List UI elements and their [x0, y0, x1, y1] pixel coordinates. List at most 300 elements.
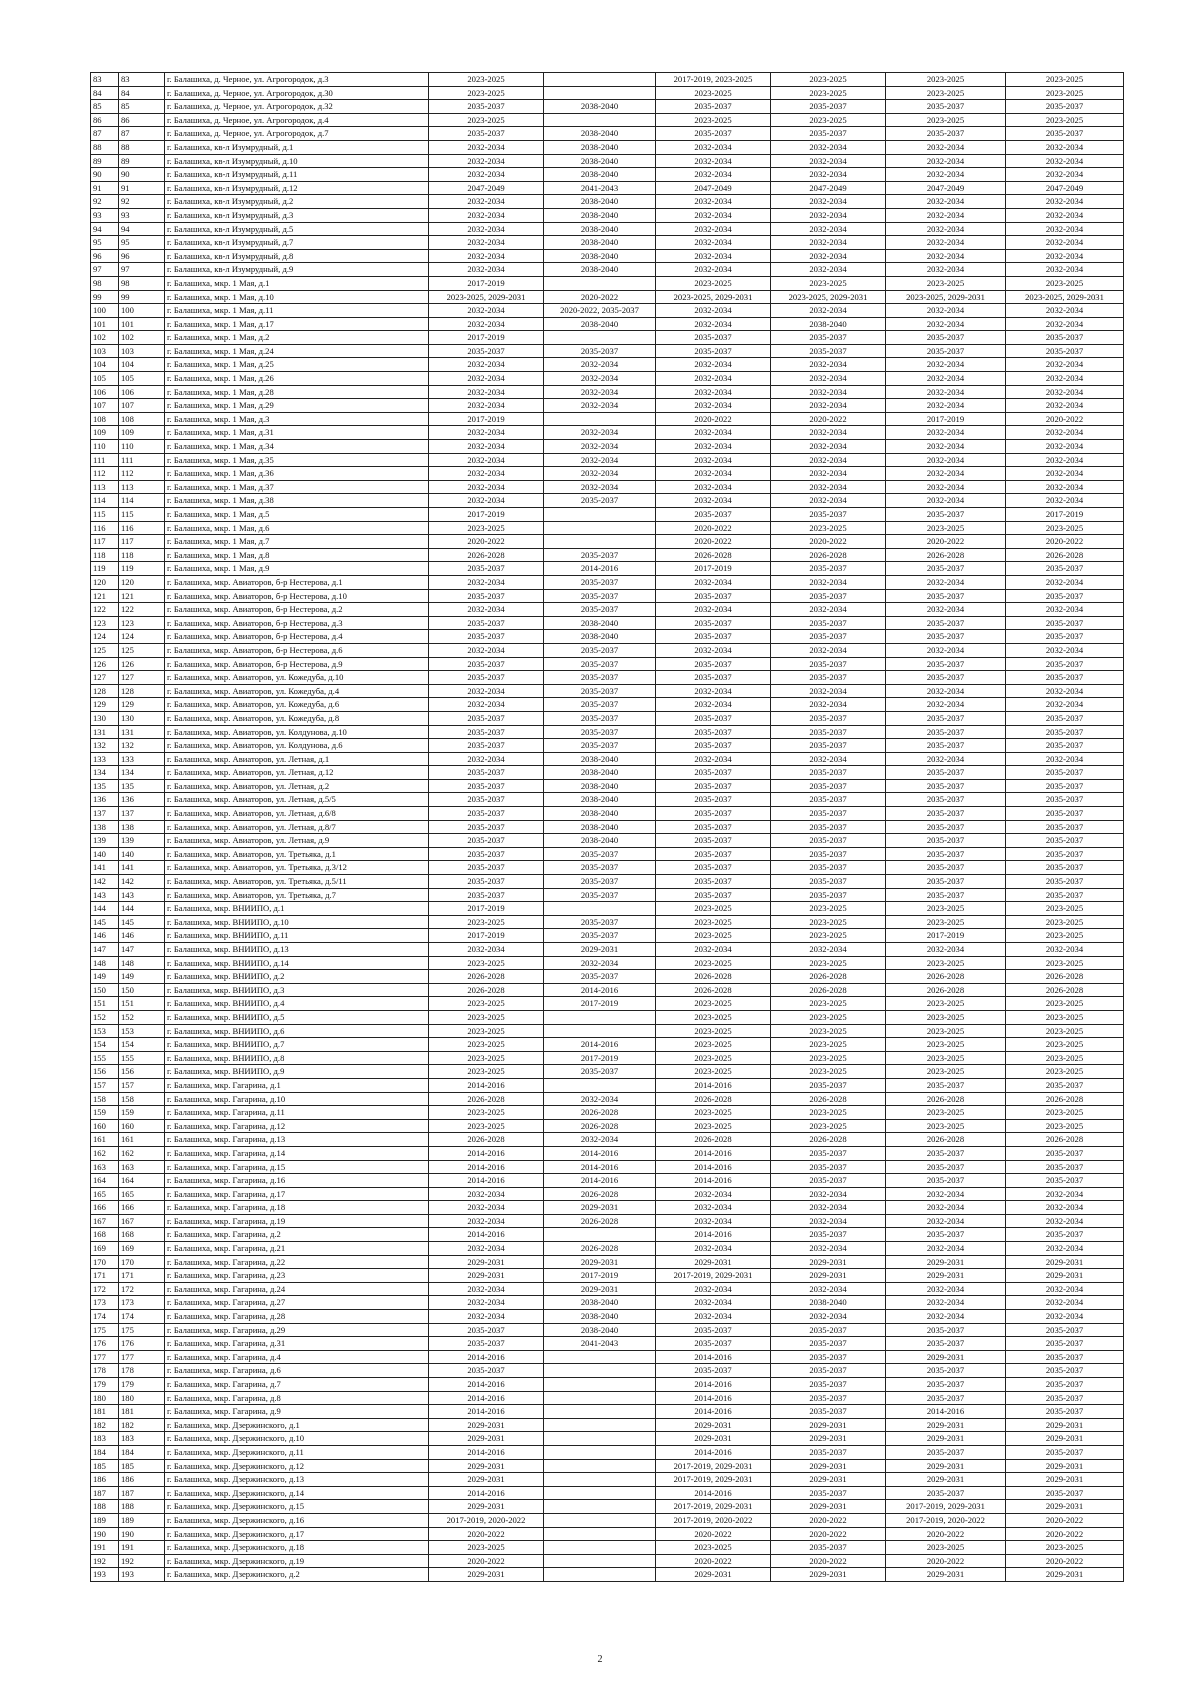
period-cell: 2047-2049: [771, 181, 886, 195]
table-row: [91, 1323, 1124, 1337]
table-row: [91, 317, 1124, 331]
period-cell: 2032-2034: [886, 1214, 1006, 1228]
period-cell: 2017-2019, 2029-2031: [656, 1459, 771, 1473]
index-cell: 175: [119, 1323, 165, 1337]
period-cell: 2029-2031: [656, 1418, 771, 1432]
period-cell: 2035-2037: [544, 970, 656, 984]
index-cell: 109: [91, 426, 119, 440]
period-cell: 2032-2034: [429, 168, 544, 182]
period-cell: 2035-2037: [1006, 1337, 1124, 1351]
period-cell: 2032-2034: [429, 385, 544, 399]
period-cell: 2035-2037: [544, 915, 656, 929]
index-cell: 115: [91, 508, 119, 522]
period-cell: 2020-2022: [771, 1554, 886, 1568]
address-cell: г. Балашиха, мкр. Авиаторов, ул. Летная, д.1: [165, 752, 429, 766]
index-cell: 167: [119, 1214, 165, 1228]
address-cell: г. Балашиха, мкр. Авиаторов, ул. Колдунова, д.10: [165, 725, 429, 739]
table-row: [91, 480, 1124, 494]
period-cell: 2026-2028: [429, 983, 544, 997]
period-cell: 2035-2037: [886, 1078, 1006, 1092]
period-cell: 2035-2037: [771, 1350, 886, 1364]
period-cell: 2035-2037: [1006, 793, 1124, 807]
period-cell: 2023-2025: [771, 1119, 886, 1133]
table-row: [91, 875, 1124, 889]
period-cell: 2035-2037: [1006, 861, 1124, 875]
index-cell: 88: [91, 140, 119, 154]
period-cell: 2023-2025: [886, 1051, 1006, 1065]
address-cell: г. Балашиха, мкр. Авиаторов, ул. Летная, д.2: [165, 779, 429, 793]
period-cell: 2017-2019: [429, 331, 544, 345]
table-row: [91, 1119, 1124, 1133]
period-cell: 2023-2025: [429, 1119, 544, 1133]
period-cell: [544, 1078, 656, 1092]
address-cell: г. Балашиха, мкр. 1 Мая, д.9: [165, 562, 429, 576]
index-cell: 184: [119, 1445, 165, 1459]
address-cell: г. Балашиха, мкр. ВНИИПО, д.1: [165, 902, 429, 916]
period-cell: 2032-2034: [544, 480, 656, 494]
index-cell: 146: [119, 929, 165, 943]
index-cell: 84: [91, 86, 119, 100]
period-cell: 2035-2037: [771, 779, 886, 793]
period-cell: 2038-2040: [771, 317, 886, 331]
period-cell: 2035-2037: [1006, 657, 1124, 671]
period-cell: 2035-2037: [771, 1078, 886, 1092]
index-cell: 102: [119, 331, 165, 345]
address-cell: г. Балашиха, мкр. Авиаторов, ул. Летная, д.6/8: [165, 807, 429, 821]
address-cell: г. Балашиха, кв-л Изумрудный, д.2: [165, 195, 429, 209]
period-cell: 2023-2025: [886, 1106, 1006, 1120]
period-cell: 2023-2025: [771, 86, 886, 100]
period-cell: 2035-2037: [429, 875, 544, 889]
period-cell: 2017-2019: [429, 412, 544, 426]
period-cell: 2032-2034: [886, 480, 1006, 494]
period-cell: 2047-2049: [886, 181, 1006, 195]
period-cell: 2035-2037: [771, 739, 886, 753]
index-cell: 167: [91, 1214, 119, 1228]
index-cell: 107: [119, 399, 165, 413]
period-cell: 2032-2034: [429, 1310, 544, 1324]
index-cell: 85: [119, 100, 165, 114]
period-cell: 2026-2028: [544, 1119, 656, 1133]
period-cell: 2035-2037: [429, 127, 544, 141]
index-cell: 115: [119, 508, 165, 522]
period-cell: 2032-2034: [771, 385, 886, 399]
period-cell: 2035-2037: [886, 1323, 1006, 1337]
table-row: [91, 861, 1124, 875]
period-cell: 2023-2025: [656, 1065, 771, 1079]
address-cell: г. Балашиха, мкр. Дзержинского, д.2: [165, 1568, 429, 1582]
address-cell: г. Балашиха, мкр. Авиаторов, ул. Летная, д.8/7: [165, 820, 429, 834]
table-row: [91, 399, 1124, 413]
index-cell: 138: [119, 820, 165, 834]
period-cell: 2035-2037: [544, 575, 656, 589]
period-cell: 2029-2031: [429, 1459, 544, 1473]
period-cell: 2032-2034: [1006, 467, 1124, 481]
period-cell: 2023-2025: [429, 1541, 544, 1555]
address-cell: г. Балашиха, мкр. Дзержинского, д.10: [165, 1432, 429, 1446]
period-cell: 2035-2037: [656, 508, 771, 522]
period-cell: 2032-2034: [886, 684, 1006, 698]
index-cell: 97: [119, 263, 165, 277]
period-cell: 2032-2034: [771, 304, 886, 318]
period-cell: 2035-2037: [429, 562, 544, 576]
period-cell: 2023-2025: [429, 956, 544, 970]
table-row: [91, 249, 1124, 263]
period-cell: 2032-2034: [771, 1310, 886, 1324]
period-cell: 2023-2025: [1006, 915, 1124, 929]
table-row: [91, 208, 1124, 222]
index-cell: 144: [91, 902, 119, 916]
period-cell: 2035-2037: [1006, 1174, 1124, 1188]
period-cell: 2020-2022: [886, 1527, 1006, 1541]
address-cell: г. Балашиха, мкр. ВНИИПО, д.6: [165, 1024, 429, 1038]
index-cell: 86: [119, 113, 165, 127]
table-row: [91, 440, 1124, 454]
index-cell: 95: [91, 236, 119, 250]
index-cell: 181: [119, 1405, 165, 1419]
period-cell: 2023-2025: [1006, 1024, 1124, 1038]
address-cell: г. Балашиха, мкр. Авиаторов, ул. Кожедуба, д.4: [165, 684, 429, 698]
period-cell: 2035-2037: [656, 739, 771, 753]
address-cell: г. Балашиха, мкр. ВНИИПО, д.11: [165, 929, 429, 943]
address-cell: г. Балашиха, мкр. Авиаторов, ул. Колдунова, д.6: [165, 739, 429, 753]
period-cell: 2029-2031: [771, 1500, 886, 1514]
period-cell: 2032-2034: [429, 575, 544, 589]
index-cell: 143: [119, 888, 165, 902]
table-row: [91, 290, 1124, 304]
period-cell: 2032-2034: [886, 399, 1006, 413]
period-cell: 2032-2034: [886, 304, 1006, 318]
period-cell: 2047-2049: [1006, 181, 1124, 195]
table-row: [91, 1296, 1124, 1310]
period-cell: 2035-2037: [429, 1364, 544, 1378]
address-cell: г. Балашиха, мкр. Гагарина, д.18: [165, 1201, 429, 1215]
period-cell: 2023-2025: [656, 1119, 771, 1133]
period-cell: 2035-2037: [1006, 725, 1124, 739]
period-cell: 2032-2034: [886, 752, 1006, 766]
period-cell: 2035-2037: [544, 548, 656, 562]
index-cell: 102: [91, 331, 119, 345]
period-cell: 2035-2037: [1006, 1078, 1124, 1092]
address-cell: г. Балашиха, мкр. Гагарина, д.28: [165, 1310, 429, 1324]
address-cell: г. Балашиха, мкр. ВНИИПО, д.14: [165, 956, 429, 970]
index-cell: 121: [91, 589, 119, 603]
period-cell: 2014-2016: [429, 1378, 544, 1392]
table-row: [91, 1554, 1124, 1568]
period-cell: 2026-2028: [544, 1214, 656, 1228]
period-cell: 2032-2034: [771, 1214, 886, 1228]
period-cell: 2023-2025: [886, 1541, 1006, 1555]
index-cell: 131: [119, 725, 165, 739]
period-cell: 2032-2034: [771, 752, 886, 766]
period-cell: 2020-2022: [1006, 1527, 1124, 1541]
period-cell: 2017-2019: [429, 902, 544, 916]
period-cell: 2023-2025: [1006, 1119, 1124, 1133]
index-cell: 157: [119, 1078, 165, 1092]
index-cell: 150: [119, 983, 165, 997]
period-cell: 2032-2034: [429, 222, 544, 236]
index-cell: 96: [119, 249, 165, 263]
period-cell: 2035-2037: [656, 100, 771, 114]
address-cell: г. Балашиха, кв-л Изумрудный, д.3: [165, 208, 429, 222]
address-cell: г. Балашиха, мкр. 1 Мая, д.24: [165, 344, 429, 358]
index-cell: 168: [91, 1228, 119, 1242]
period-cell: 2023-2025: [886, 521, 1006, 535]
index-cell: 183: [91, 1432, 119, 1446]
period-cell: 2023-2025: [886, 1038, 1006, 1052]
period-cell: 2032-2034: [429, 249, 544, 263]
period-cell: 2029-2031: [771, 1418, 886, 1432]
address-cell: г. Балашиха, д. Черное, ул. Агрогородок, д.32: [165, 100, 429, 114]
period-cell: 2035-2037: [886, 630, 1006, 644]
period-cell: 2032-2034: [886, 1296, 1006, 1310]
period-cell: 2032-2034: [429, 1214, 544, 1228]
table-row: [91, 970, 1124, 984]
period-cell: 2035-2037: [1006, 1378, 1124, 1392]
address-cell: г. Балашиха, д. Черное, ул. Агрогородок, д.7: [165, 127, 429, 141]
period-cell: 2032-2034: [886, 494, 1006, 508]
table-row: [91, 168, 1124, 182]
period-cell: 2032-2034: [771, 222, 886, 236]
period-cell: [544, 902, 656, 916]
period-cell: 2029-2031: [656, 1568, 771, 1582]
period-cell: 2032-2034: [656, 140, 771, 154]
index-cell: 179: [91, 1378, 119, 1392]
period-cell: 2032-2034: [1006, 603, 1124, 617]
period-cell: 2032-2034: [656, 440, 771, 454]
index-cell: 189: [91, 1513, 119, 1527]
address-cell: г. Балашиха, мкр. 1 Мая, д.10: [165, 290, 429, 304]
period-cell: 2032-2034: [429, 1296, 544, 1310]
period-cell: 2035-2037: [886, 1391, 1006, 1405]
period-cell: 2032-2034: [429, 1282, 544, 1296]
address-cell: г. Балашиха, мкр. 1 Мая, д.38: [165, 494, 429, 508]
period-cell: 2023-2025: [886, 1119, 1006, 1133]
table-row: [91, 1432, 1124, 1446]
index-cell: 156: [119, 1065, 165, 1079]
index-cell: 142: [91, 875, 119, 889]
index-cell: 145: [91, 915, 119, 929]
period-cell: 2032-2034: [656, 480, 771, 494]
index-cell: 154: [91, 1038, 119, 1052]
period-cell: 2035-2037: [886, 1160, 1006, 1174]
period-cell: 2029-2031: [1006, 1473, 1124, 1487]
table-row: [91, 331, 1124, 345]
period-cell: 2014-2016: [656, 1486, 771, 1500]
index-cell: 132: [91, 739, 119, 753]
table-row: [91, 888, 1124, 902]
address-cell: г. Балашиха, кв-л Изумрудный, д.5: [165, 222, 429, 236]
index-cell: 158: [119, 1092, 165, 1106]
period-cell: 2014-2016: [429, 1174, 544, 1188]
index-cell: 132: [119, 739, 165, 753]
period-cell: 2023-2025: [886, 86, 1006, 100]
period-cell: 2035-2037: [544, 739, 656, 753]
period-cell: 2035-2037: [429, 739, 544, 753]
period-cell: 2023-2025: [771, 73, 886, 87]
period-cell: 2032-2034: [429, 684, 544, 698]
table-row: [91, 1405, 1124, 1419]
period-cell: 2032-2034: [429, 1201, 544, 1215]
period-cell: 2035-2037: [1006, 711, 1124, 725]
period-cell: 2020-2022: [656, 1554, 771, 1568]
period-cell: 2020-2022: [771, 1527, 886, 1541]
period-cell: 2032-2034: [886, 453, 1006, 467]
period-cell: 2023-2025: [656, 1051, 771, 1065]
table-row: [91, 1106, 1124, 1120]
period-cell: 2035-2037: [771, 1541, 886, 1555]
period-cell: 2032-2034: [656, 168, 771, 182]
index-cell: 100: [91, 304, 119, 318]
address-cell: г. Балашиха, мкр. Гагарина, д.4: [165, 1350, 429, 1364]
table-row: [91, 154, 1124, 168]
index-cell: 180: [119, 1391, 165, 1405]
period-cell: 2014-2016: [544, 1038, 656, 1052]
address-cell: г. Балашиха, д. Черное, ул. Агрогородок, д.4: [165, 113, 429, 127]
period-cell: 2020-2022: [771, 412, 886, 426]
period-cell: 2035-2037: [771, 711, 886, 725]
period-cell: 2035-2037: [771, 1364, 886, 1378]
table-row: [91, 725, 1124, 739]
period-cell: 2032-2034: [886, 236, 1006, 250]
index-cell: 174: [91, 1310, 119, 1324]
period-cell: 2032-2034: [429, 480, 544, 494]
period-cell: 2023-2025: [771, 997, 886, 1011]
index-cell: 129: [119, 698, 165, 712]
period-cell: 2032-2034: [429, 140, 544, 154]
period-cell: 2035-2037: [771, 1486, 886, 1500]
address-cell: г. Балашиха, мкр. Авиаторов, ул. Кожедуба, д.6: [165, 698, 429, 712]
period-cell: 2014-2016: [429, 1228, 544, 1242]
index-cell: 170: [91, 1255, 119, 1269]
period-cell: 2032-2034: [771, 684, 886, 698]
address-cell: г. Балашиха, мкр. Гагарина, д.19: [165, 1214, 429, 1228]
period-cell: [544, 1364, 656, 1378]
table-row: [91, 222, 1124, 236]
address-cell: г. Балашиха, д. Черное, ул. Агрогородок, д.3: [165, 73, 429, 87]
period-cell: 2035-2037: [1006, 127, 1124, 141]
index-cell: 137: [119, 807, 165, 821]
period-cell: 2017-2019, 2020-2022: [886, 1513, 1006, 1527]
address-cell: г. Балашиха, мкр. Авиаторов, б-р Нестерова, д.4: [165, 630, 429, 644]
period-cell: 2032-2034: [656, 575, 771, 589]
index-cell: 110: [91, 440, 119, 454]
period-cell: 2032-2034: [656, 399, 771, 413]
period-cell: 2032-2034: [886, 249, 1006, 263]
period-cell: 2017-2019: [656, 562, 771, 576]
period-cell: 2035-2037: [429, 820, 544, 834]
period-cell: 2038-2040: [544, 820, 656, 834]
period-cell: 2032-2034: [544, 1133, 656, 1147]
period-cell: 2014-2016: [656, 1378, 771, 1392]
period-cell: 2035-2037: [429, 1337, 544, 1351]
period-cell: 2026-2028: [886, 970, 1006, 984]
period-cell: [544, 508, 656, 522]
period-cell: 2029-2031: [886, 1432, 1006, 1446]
period-cell: 2032-2034: [656, 222, 771, 236]
period-cell: 2032-2034: [771, 399, 886, 413]
period-cell: [544, 73, 656, 87]
period-cell: 2023-2025: [1006, 521, 1124, 535]
address-cell: г. Балашиха, мкр. ВНИИПО, д.2: [165, 970, 429, 984]
period-cell: 2035-2037: [886, 834, 1006, 848]
index-cell: 141: [119, 861, 165, 875]
address-cell: г. Балашиха, мкр. Гагарина, д.27: [165, 1296, 429, 1310]
period-cell: 2020-2022, 2035-2037: [544, 304, 656, 318]
table-row: [91, 1473, 1124, 1487]
period-cell: 2026-2028: [429, 970, 544, 984]
index-cell: 152: [91, 1010, 119, 1024]
index-cell: 145: [119, 915, 165, 929]
period-cell: 2035-2037: [429, 1323, 544, 1337]
index-cell: 92: [119, 195, 165, 209]
period-cell: 2029-2031: [1006, 1255, 1124, 1269]
period-cell: [544, 1554, 656, 1568]
period-cell: 2017-2019: [886, 929, 1006, 943]
period-cell: 2032-2034: [1006, 140, 1124, 154]
index-cell: 166: [91, 1201, 119, 1215]
period-cell: 2035-2037: [771, 793, 886, 807]
index-cell: 101: [91, 317, 119, 331]
period-cell: 2029-2031: [886, 1418, 1006, 1432]
index-cell: 140: [91, 847, 119, 861]
address-cell: г. Балашиха, мкр. 1 Мая, д.5: [165, 508, 429, 522]
index-cell: 118: [119, 548, 165, 562]
period-cell: 2023-2025: [886, 997, 1006, 1011]
address-cell: г. Балашиха, мкр. ВНИИПО, д.4: [165, 997, 429, 1011]
period-cell: 2023-2025: [656, 1010, 771, 1024]
period-cell: [544, 113, 656, 127]
period-cell: 2035-2037: [429, 589, 544, 603]
period-cell: 2032-2034: [771, 698, 886, 712]
period-cell: 2026-2028: [1006, 1133, 1124, 1147]
table-row: [91, 807, 1124, 821]
period-cell: 2032-2034: [656, 1296, 771, 1310]
address-cell: г. Балашиха, мкр. Дзержинского, д.13: [165, 1473, 429, 1487]
period-cell: 2035-2037: [886, 807, 1006, 821]
index-cell: 178: [119, 1364, 165, 1378]
index-cell: 125: [91, 643, 119, 657]
period-cell: 2035-2037: [1006, 1405, 1124, 1419]
period-cell: 2038-2040: [544, 616, 656, 630]
period-cell: 2029-2031: [1006, 1418, 1124, 1432]
period-cell: 2023-2025: [656, 929, 771, 943]
period-cell: 2035-2037: [1006, 671, 1124, 685]
index-cell: 187: [91, 1486, 119, 1500]
period-cell: 2035-2037: [544, 929, 656, 943]
address-cell: г. Балашиха, мкр. Гагарина, д.29: [165, 1323, 429, 1337]
index-cell: 185: [119, 1459, 165, 1473]
period-cell: 2032-2034: [886, 603, 1006, 617]
period-cell: 2023-2025: [429, 915, 544, 929]
period-cell: 2032-2034: [656, 684, 771, 698]
period-cell: 2035-2037: [656, 807, 771, 821]
table-row: [91, 779, 1124, 793]
table-row: [91, 1337, 1124, 1351]
period-cell: 2035-2037: [1006, 766, 1124, 780]
period-cell: 2032-2034: [771, 1242, 886, 1256]
index-cell: 112: [91, 467, 119, 481]
period-cell: 2029-2031: [429, 1255, 544, 1269]
period-cell: [544, 86, 656, 100]
index-cell: 147: [91, 943, 119, 957]
period-cell: 2032-2034: [429, 154, 544, 168]
period-cell: 2038-2040: [544, 195, 656, 209]
index-cell: 175: [91, 1323, 119, 1337]
period-cell: 2032-2034: [656, 426, 771, 440]
period-cell: [544, 1350, 656, 1364]
period-cell: 2020-2022: [886, 1554, 1006, 1568]
